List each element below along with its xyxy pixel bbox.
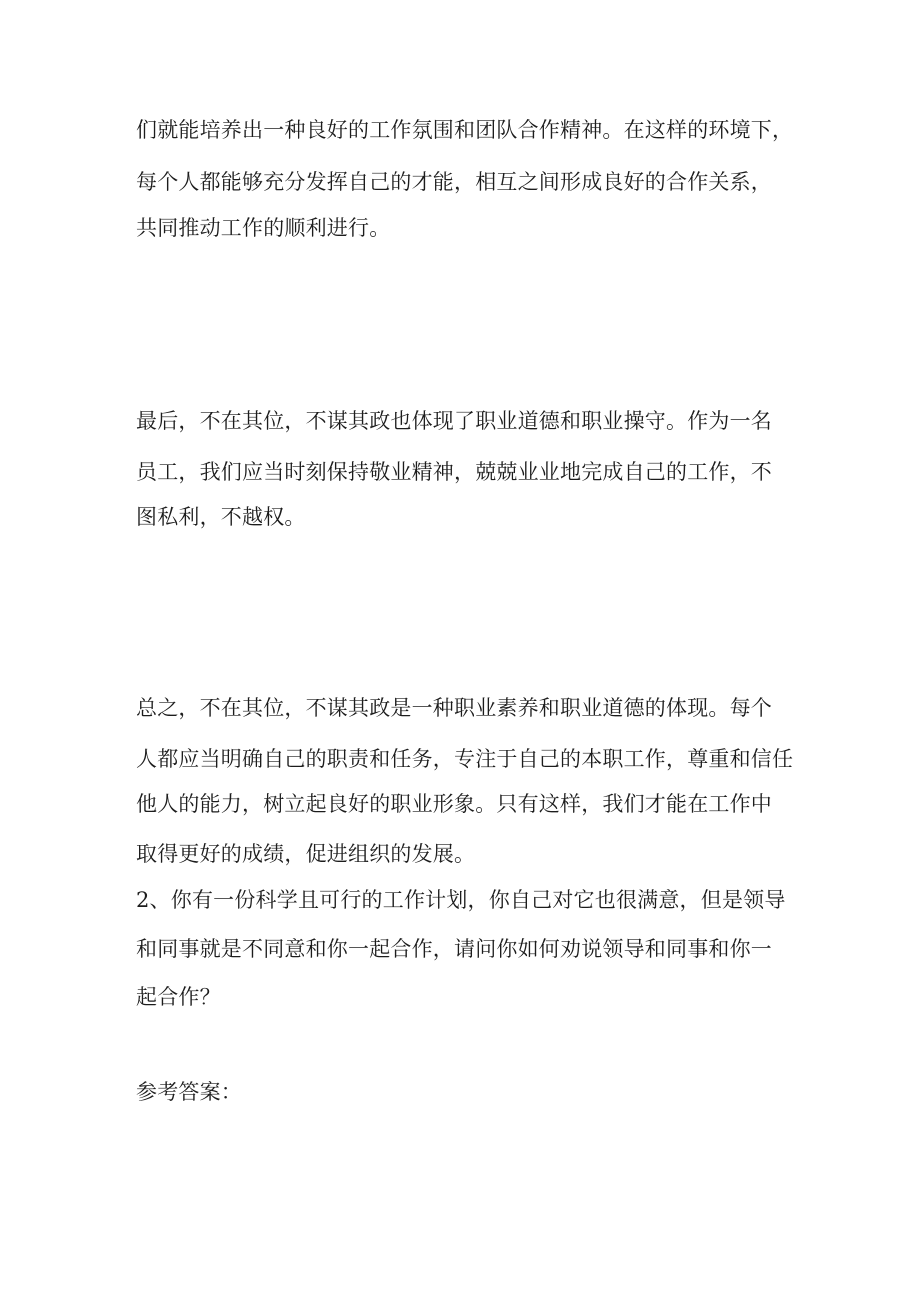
text-line: 人都应当明确自己的职责和任务，专注于自己的本职工作，尊重和信任: [136, 747, 794, 771]
text-line: 共同推动工作的顺利进行。: [136, 216, 391, 240]
text-line: 起合作？: [136, 985, 221, 1009]
text-line: 总之，不在其位，不谋其政是一种职业素养和职业道德的体现。每个: [136, 696, 772, 720]
text-line: 2、你有一份科学且可行的工作计划，你自己对它也很满意，但是领导: [136, 888, 786, 912]
text-line: 图私利，不越权。: [136, 505, 306, 529]
text-line: 他人的能力，树立起良好的职业形象。只有这样，我们才能在工作中: [136, 792, 772, 816]
text-line: 和同事就是不同意和你一起合作，请问你如何劝说领导和同事和你一: [136, 937, 772, 961]
text-line: 取得更好的成绩，促进组织的发展。: [136, 842, 476, 866]
text-line: 们就能培养出一种良好的工作氛围和团队合作精神。在这样的环境下，: [136, 118, 794, 142]
text-line: 员工，我们应当时刻保持敬业精神，兢兢业业地完成自己的工作，不: [136, 460, 772, 484]
text-line: 最后，不在其位，不谋其政也体现了职业道德和职业操守。作为一名: [136, 409, 772, 433]
text-line: 参考答案：: [136, 1080, 242, 1104]
text-line: 每个人都能够充分发挥自己的才能，相互之间形成良好的合作关系，: [136, 170, 772, 194]
